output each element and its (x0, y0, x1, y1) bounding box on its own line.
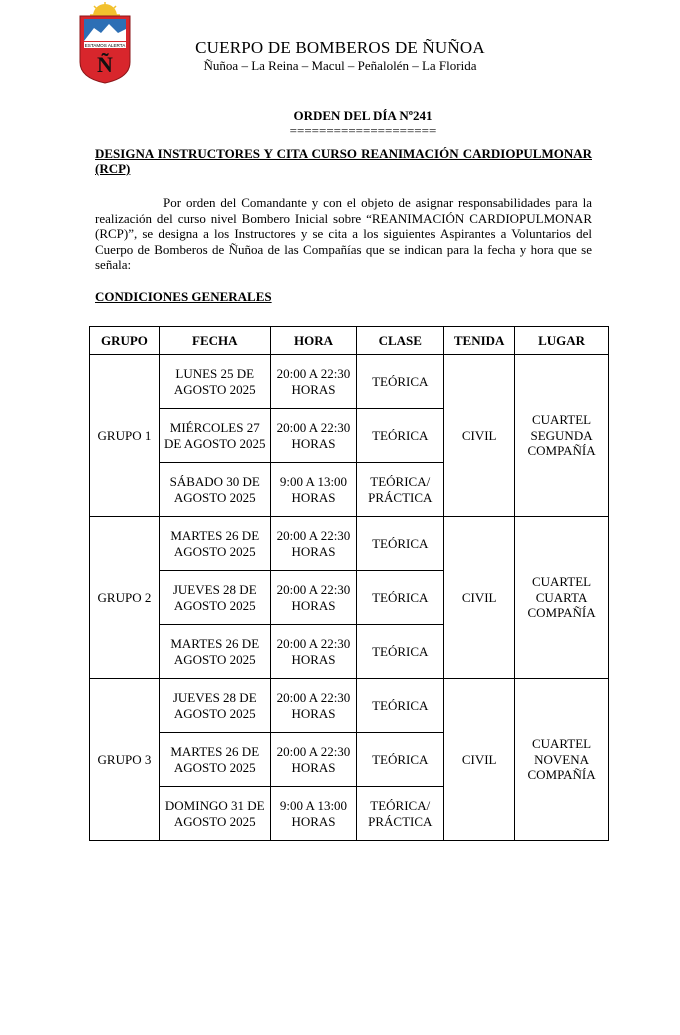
location-cell: CUARTEL NOVENA COMPAÑÍA (515, 679, 609, 841)
time-cell: 20:00 A 22:30 HORAS (270, 409, 357, 463)
brigade-logo (76, 2, 134, 84)
time-cell: 20:00 A 22:30 HORAS (270, 355, 357, 409)
time-cell: 20:00 A 22:30 HORAS (270, 571, 357, 625)
class-cell: TEÓRICA/ PRÁCTICA (357, 463, 444, 517)
class-cell: TEÓRICA (357, 355, 444, 409)
col-header-lugar: LUGAR (515, 327, 609, 355)
date-cell: JUEVES 28 DE AGOSTO 2025 (159, 571, 270, 625)
group-cell: GRUPO 3 (90, 679, 160, 841)
col-header-tenida: TENIDA (444, 327, 515, 355)
time-cell: 9:00 A 13:00 HORAS (270, 463, 357, 517)
date-cell: MARTES 26 DE AGOSTO 2025 (159, 517, 270, 571)
attire-cell: CIVIL (444, 517, 515, 679)
time-cell: 20:00 A 22:30 HORAS (270, 625, 357, 679)
conditions-heading: CONDICIONES GENERALES (95, 289, 272, 304)
table-row (90, 355, 609, 409)
order-title: ORDEN DEL DÍA Nº241 (293, 108, 433, 123)
date-cell: DOMINGO 31 DE AGOSTO 2025 (159, 787, 270, 841)
schedule-table (89, 326, 609, 841)
table-row (90, 679, 609, 733)
col-header-fecha: FECHA (159, 327, 270, 355)
date-cell: MARTES 26 DE AGOSTO 2025 (159, 733, 270, 787)
org-communes: Ñuñoa – La Reina – Macul – Peñalolén – La Florida (203, 58, 477, 73)
table-header-row (90, 327, 609, 355)
class-cell: TEÓRICA (357, 409, 444, 463)
class-cell: TEÓRICA (357, 733, 444, 787)
logo-motto: ESTAMOS ALERTA (84, 43, 126, 48)
group-cell: GRUPO 2 (90, 517, 160, 679)
class-cell: TEÓRICA (357, 517, 444, 571)
class-cell: TEÓRICA/ PRÁCTICA (357, 787, 444, 841)
date-cell: SÁBADO 30 DE AGOSTO 2025 (159, 463, 270, 517)
title-underline: ==================== (289, 124, 437, 138)
time-cell: 20:00 A 22:30 HORAS (270, 679, 357, 733)
time-cell: 20:00 A 22:30 HORAS (270, 733, 357, 787)
logo-letter: Ñ (97, 52, 113, 77)
date-cell: MARTES 26 DE AGOSTO 2025 (159, 625, 270, 679)
col-header-clase: CLASE (357, 327, 444, 355)
date-cell: JUEVES 28 DE AGOSTO 2025 (159, 679, 270, 733)
location-cell: CUARTEL CUARTA COMPAÑÍA (515, 517, 609, 679)
table-row (90, 517, 609, 571)
attire-cell: CIVIL (444, 679, 515, 841)
date-cell: LUNES 25 DE AGOSTO 2025 (159, 355, 270, 409)
organization-header (140, 38, 540, 74)
time-cell: 20:00 A 22:30 HORAS (270, 517, 357, 571)
org-name: CUERPO DE BOMBEROS DE ÑUÑOA (195, 38, 485, 57)
class-cell: TEÓRICA (357, 571, 444, 625)
location-cell: CUARTEL SEGUNDA COMPAÑÍA (515, 355, 609, 517)
date-cell: MIÉRCOLES 27 DE AGOSTO 2025 (159, 409, 270, 463)
col-header-hora: HORA (270, 327, 357, 355)
attire-cell: CIVIL (444, 355, 515, 517)
class-cell: TEÓRICA (357, 679, 444, 733)
time-cell: 9:00 A 13:00 HORAS (270, 787, 357, 841)
group-cell: GRUPO 1 (90, 355, 160, 517)
class-cell: TEÓRICA (357, 625, 444, 679)
col-header-grupo: GRUPO (90, 327, 160, 355)
order-paragraph: Por orden del Comandante y con el objeto de asignar responsabilidades para la realización del curso nivel Bombero Inicial sobre “REANIMACIÓN CARDIOPULMONAR (RCP)”, se designa a los Instructores y se cita a los siguientes Aspirantes a Voluntarios del Cuerpo de Bomberos de Ñuñoa de las Compañías que se indican para la fecha y hora que se señala: (95, 195, 592, 272)
order-subject: DESIGNA INSTRUCTORES Y CITA CURSO REANIMACIÓN CARDIOPULMONAR (RCP) (95, 146, 592, 176)
